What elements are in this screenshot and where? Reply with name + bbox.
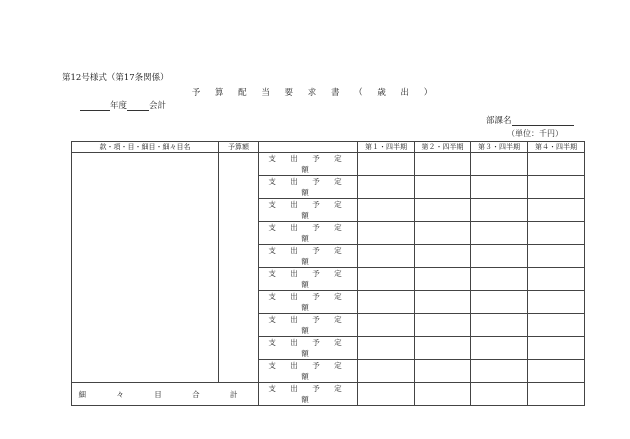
- table-row: [72, 153, 585, 176]
- row-label: 支 出 予 定 額: [268, 315, 348, 335]
- row-label: 支 出 予 定 額: [268, 200, 348, 220]
- fiscal-year-row: [80, 99, 166, 111]
- fiscal-year-label: 年度: [110, 101, 128, 111]
- row-label: 支 出 予 定 額: [268, 361, 348, 381]
- quarter-q1-cell[interactable]: [358, 176, 415, 199]
- item-name-cell[interactable]: [72, 153, 219, 383]
- unit-label: （単位：千円）: [507, 129, 563, 138]
- quarter-q1-cell[interactable]: [358, 153, 415, 176]
- total-q3-cell[interactable]: [471, 383, 528, 406]
- quarter-q4-cell[interactable]: [528, 199, 585, 222]
- header-blank: [259, 142, 358, 153]
- row-label-cell: [259, 314, 358, 337]
- total-label: 細 々 目 合 計: [78, 389, 252, 399]
- header-item-name: 款・項・目・細目・細々目名: [72, 142, 219, 153]
- quarter-q1-cell[interactable]: [358, 360, 415, 383]
- total-q2-cell[interactable]: [415, 383, 471, 406]
- quarter-q2-cell[interactable]: [415, 199, 471, 222]
- quarter-q4-cell[interactable]: [528, 360, 585, 383]
- total-q1-cell[interactable]: [358, 383, 415, 406]
- row-label: 支 出 予 定 額: [268, 269, 348, 289]
- quarter-q4-cell[interactable]: [528, 222, 585, 245]
- department-blank[interactable]: [512, 116, 574, 126]
- quarter-q2-cell[interactable]: [415, 314, 471, 337]
- header-q1: 第１・四半期: [358, 142, 415, 153]
- quarter-q3-cell[interactable]: [471, 291, 528, 314]
- quarter-q2-cell[interactable]: [415, 337, 471, 360]
- quarter-q4-cell[interactable]: [528, 245, 585, 268]
- header-q4: 第４・四半期: [528, 142, 585, 153]
- row-label: 支 出 予 定 額: [268, 338, 348, 358]
- quarter-q1-cell[interactable]: [358, 199, 415, 222]
- row-label-cell: [259, 245, 358, 268]
- row-label-cell: [259, 176, 358, 199]
- quarter-q1-cell[interactable]: [358, 337, 415, 360]
- quarter-q3-cell[interactable]: [471, 245, 528, 268]
- total-label-cell: [72, 383, 259, 406]
- quarter-q2-cell[interactable]: [415, 268, 471, 291]
- quarter-q1-cell[interactable]: [358, 268, 415, 291]
- department-row: [486, 114, 574, 126]
- table-body: [72, 153, 585, 383]
- quarter-q2-cell[interactable]: [415, 222, 471, 245]
- quarter-q3-cell[interactable]: [471, 176, 528, 199]
- quarter-q2-cell[interactable]: [415, 176, 471, 199]
- quarter-q4-cell[interactable]: [528, 153, 585, 176]
- total-q4-cell[interactable]: [528, 383, 585, 406]
- row-label-cell: [259, 199, 358, 222]
- quarter-q1-cell[interactable]: [358, 291, 415, 314]
- quarter-q3-cell[interactable]: [471, 199, 528, 222]
- row-label: 支 出 予 定 額: [268, 154, 348, 174]
- row-label-cell: [259, 291, 358, 314]
- quarter-q3-cell[interactable]: [471, 337, 528, 360]
- row-label-cell: [259, 153, 358, 176]
- fiscal-year-blank[interactable]: [80, 101, 110, 111]
- quarter-q3-cell[interactable]: [471, 153, 528, 176]
- quarter-q4-cell[interactable]: [528, 314, 585, 337]
- quarter-q4-cell[interactable]: [528, 337, 585, 360]
- quarter-q4-cell[interactable]: [528, 268, 585, 291]
- quarter-q4-cell[interactable]: [528, 291, 585, 314]
- budget-cell[interactable]: [219, 153, 259, 383]
- quarter-q1-cell[interactable]: [358, 245, 415, 268]
- row-label-cell: [259, 360, 358, 383]
- department-label: 部課名: [486, 116, 512, 126]
- total-row-label: 支 出 予 定 額: [268, 384, 348, 404]
- quarter-q3-cell[interactable]: [471, 314, 528, 337]
- header-q3: 第３・四半期: [471, 142, 528, 153]
- row-label: 支 出 予 定 額: [268, 246, 348, 266]
- quarter-q3-cell[interactable]: [471, 222, 528, 245]
- row-label: 支 出 予 定 額: [268, 223, 348, 243]
- form-number: 第12号様式（第17条関係）: [62, 73, 169, 83]
- row-label-cell: [259, 268, 358, 291]
- budget-request-table: [71, 141, 585, 406]
- header-budget: 予算額: [219, 142, 259, 153]
- account-label: 会計: [149, 101, 167, 111]
- quarter-q2-cell[interactable]: [415, 360, 471, 383]
- row-label: 支 出 予 定 額: [268, 177, 348, 197]
- quarter-q2-cell[interactable]: [415, 245, 471, 268]
- row-label: 支 出 予 定 額: [268, 292, 348, 312]
- table-header-row: [72, 142, 585, 153]
- row-label-cell: [259, 337, 358, 360]
- header-q2: 第２・四半期: [415, 142, 471, 153]
- document-title: [0, 86, 630, 98]
- quarter-q4-cell[interactable]: [528, 176, 585, 199]
- total-row-label-cell: [259, 383, 358, 406]
- row-label-cell: [259, 222, 358, 245]
- quarter-q1-cell[interactable]: [358, 314, 415, 337]
- total-row: [72, 383, 585, 406]
- account-blank[interactable]: [127, 101, 149, 111]
- document-title-text: 予 算 配 当 要 求 書 （ 歳 出 ）: [191, 88, 439, 98]
- quarter-q3-cell[interactable]: [471, 268, 528, 291]
- quarter-q2-cell[interactable]: [415, 291, 471, 314]
- quarter-q3-cell[interactable]: [471, 360, 528, 383]
- quarter-q2-cell[interactable]: [415, 153, 471, 176]
- quarter-q1-cell[interactable]: [358, 222, 415, 245]
